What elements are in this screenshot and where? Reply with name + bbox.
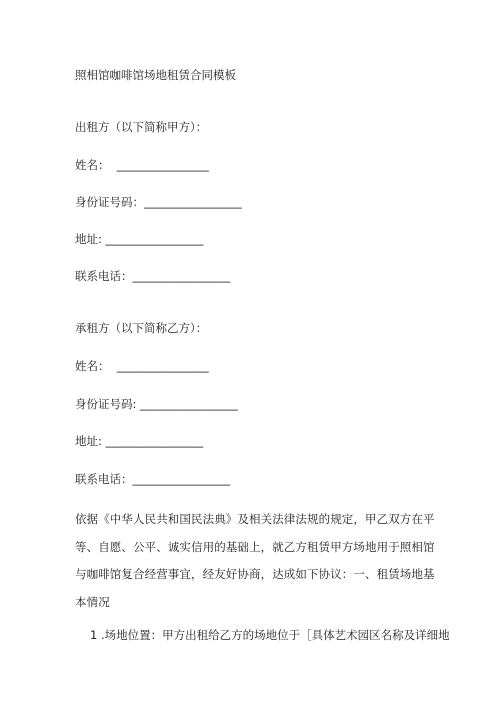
lessor-name-field: 姓名： ________________	[75, 158, 209, 172]
clause-1-location: 1 .场地位置：甲方出租给乙方的场地位于［具体艺术园区名称及详细地	[90, 628, 450, 642]
lessee-address-field: 地址: _________________	[75, 434, 204, 448]
lessor-heading: 出租方（以下简称甲方）：	[75, 120, 208, 134]
lessee-name-field: 姓名： ________________	[75, 359, 209, 373]
preamble-paragraph: 依据《中华人民共和国民法典》及相关法律法规的规定，甲乙双方在平等、自愿、公平、诚实信用的基础上，就乙方租赁甲方场地用于照相馆与咖啡馆复合经营事宜，经友好协商，达成如下协议：一、租赁场地基本情况	[75, 512, 435, 609]
lessee-id-field: 身份证号码: _________________	[75, 397, 238, 411]
lessor-id-field: 身份证号码：_________________	[75, 195, 242, 209]
lessor-phone-field: 联系电话：_________________	[75, 269, 231, 283]
lessee-heading: 承租方（以下简称乙方）：	[75, 321, 208, 335]
lessee-phone-field: 联系电话：_________________	[75, 472, 231, 486]
lessor-address-field: 地址: _________________	[75, 232, 204, 246]
document-title: 照相馆咖啡馆场地租赁合同模板	[75, 68, 236, 82]
